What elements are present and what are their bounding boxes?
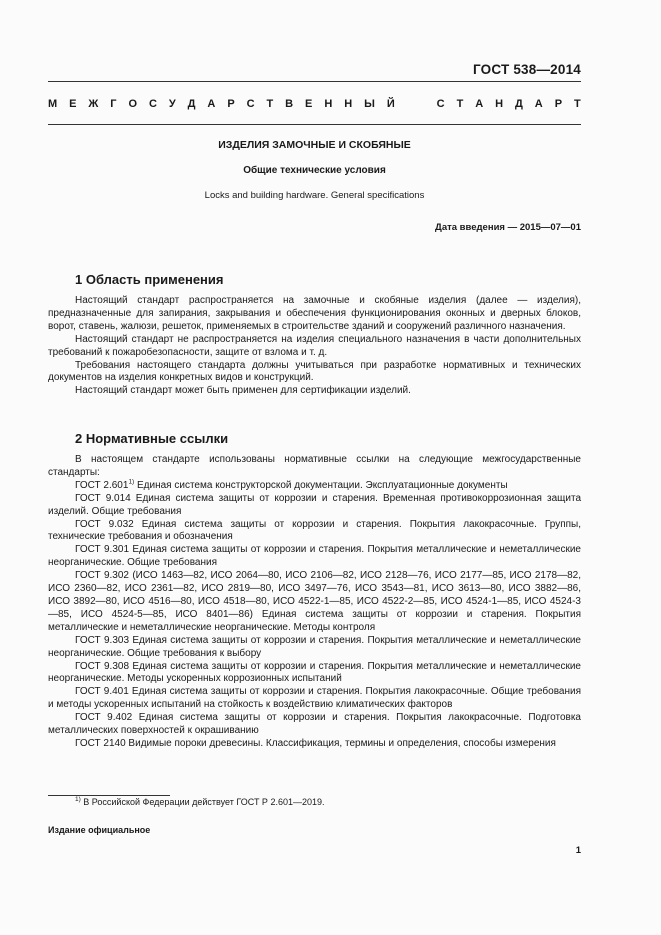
reference-item [48,519,581,545]
header-rule-bottom [48,124,581,125]
banner-letter: Г [110,98,117,110]
reference-title: Единая система защиты от коррозии и старения. Покрытия металлические и неметаллические неорганические. Общие требования [48,544,581,569]
banner-letter: Д [515,98,523,110]
paragraph: Требования настоящего стандарта должны учитываться при разработке нормативных и технических документов на изделия конкретных видов и конструкций. [48,359,581,384]
banner-letter: Т [573,98,581,110]
introduction-date: Дата введения — 2015—07—01 [435,222,581,233]
banner-gap [407,98,410,110]
reference-item [48,661,581,687]
banner-letter: Й [386,98,395,110]
reference-item [48,544,581,570]
banner-letter: Е [69,98,77,110]
banner-letter: А [475,98,484,110]
reference-code: ГОСТ 9.402 [75,712,133,724]
reference-item [48,493,581,519]
banner-letter: Р [227,98,235,110]
banner-letter: О [128,98,138,110]
banner-letter: Ж [88,98,99,110]
edition-label: Издание официальное [48,825,151,835]
banner-gap [422,98,425,110]
banner-letter: Т [266,98,274,110]
reference-item [48,738,581,751]
footnote-mark: 1) [75,796,81,803]
reference-title: Единая система защиты от коррозии и старения. Покрытия лакокрасочные. Группы, технические требования и обозначения [48,518,582,543]
header-rule-top [48,81,581,82]
banner-letter: У [168,98,176,110]
footnote [75,797,324,807]
section-heading-scope: 1 Область применения [75,272,224,287]
footnote-rule [48,795,170,796]
reference-item [48,570,581,635]
reference-item [48,686,581,712]
banner-letter: Т [456,98,464,110]
paragraph: Настоящий стандарт может быть применен для сертификации изделий. [75,385,411,397]
section-heading-references: 2 Нормативные ссылки [75,431,229,446]
page-number: 1 [575,845,581,856]
reference-code: ГОСТ 9.302 [75,570,129,582]
banner-letter: А [207,98,216,110]
section-references-body [48,454,581,751]
reference-code: ГОСТ 9.032 [75,518,134,530]
reference-title: Видимые пороки древесины. Классификация, термины и определения, способы измерения [125,737,556,749]
reference-item [48,480,581,493]
reference-title: Единая система защиты от коррозии и старения. Покрытия металлические и неметаллические неорганические. Методы ускоренных коррозионных испытаний [48,660,581,685]
banner-letter: С [246,98,255,110]
reference-item [48,635,581,661]
reference-code: ГОСТ 9.301 [75,544,129,556]
banner-letter: Н [324,98,333,110]
banner-letter: Е [305,98,313,110]
reference-title: Единая система защиты от коррозии и старения. Покрытия лакокрасочные. Подготовка металлических поверхностей к окрашиванию [48,712,581,737]
banner-letter: М [48,98,58,110]
banner-letter: Ы [364,98,375,110]
banner-letter: С [148,98,157,110]
reference-title: Единая система конструкторской документации. Эксплуатационные документы [134,479,508,491]
reference-code: ГОСТ 9.308 [75,660,129,672]
standard-type-banner [48,98,581,110]
paragraph: Настоящий стандарт не распространяется на изделия специального назначения в части дополнительных требований к пожаробезопасности, защите от взлома и т. д. [48,333,581,358]
reference-title: Единая система защиты от коррозии и старения. Покрытия металлические и неметаллические неорганические. Общие требования к выбору [48,634,581,659]
reference-code: ГОСТ 9.014 [75,492,131,504]
banner-letter: А [534,98,543,110]
document-subtitle: Общие технические условия [243,165,386,176]
reference-title: Единая система защиты от коррозии и старения. Покрытия лакокрасочные. Общие требования и методы ускоренных испытаний на стойкость к воздействию климатических факторов [48,686,581,711]
footnote-text: В Российской Федерации действует ГОСТ Р 2.601—2019. [80,797,325,807]
reference-code: ГОСТ 2.601 [75,479,129,491]
document-code: ГОСТ 538—2014 [472,62,581,77]
footnote-marker[interactable]: 1) [128,478,135,486]
english-title: Locks and building hardware. General specifications [204,190,425,201]
banner-letter: Н [495,98,504,110]
banner-letter: В [285,98,294,110]
banner-letter: Н [344,98,353,110]
banner-letter: Р [554,98,563,110]
document-title: ИЗДЕЛИЯ ЗАМОЧНЫЕ И СКОБЯНЫЕ [218,139,411,151]
reference-item [48,712,581,738]
paragraph: Настоящий стандарт распространяется на замочные и скобяные изделия (далее — изделия), предназначенные для запирания, закрывания и обеспечения функционирования оконных и дверных блоков, ворот, ставень, жалюзи, решеток, применяемых в строительстве зданий и сооружений различного назначения. [48,295,581,332]
banner-letter: С [436,98,445,110]
reference-title: Единая система защиты от коррозии и старения. Временная противокоррозионная защита изделий. Общие требования [48,492,581,517]
reference-title: (ИСО 1463—82, ИСО 2064—80, ИСО 2106—82, ИСО 2128—76, ИСО 2177—85, ИСО 2178—82, ИСО 2360—82, ИСО 2361—82, ИСО 2819—80, ИСО 3497—76, ИСО 3543—81, ИСО 3613—80, ИСО 3882—86, ИСО 3892—80, ИСО 4516—80, ИСО 4518—80, ИСО 4522-1—85, ИСО 4522-2—85, ИСО 4524-1—85, ИСО 4524-3—85, ИСО 4524-5—85, ИСО 8401—86) Единая система защиты от коррозии и старения. Покрытия металлические и неметаллические неорганические. Методы контроля [48,570,581,633]
paragraph: В настоящем стандарте использованы нормативные ссылки на следующие межгосударственные стандарты: [48,454,581,478]
reference-code: ГОСТ 9.303 [75,634,129,646]
banner-letter: Д [187,98,196,110]
reference-code: ГОСТ 9.401 [75,686,129,698]
reference-code: ГОСТ 2140 [75,737,126,749]
section-scope-body [48,295,581,398]
